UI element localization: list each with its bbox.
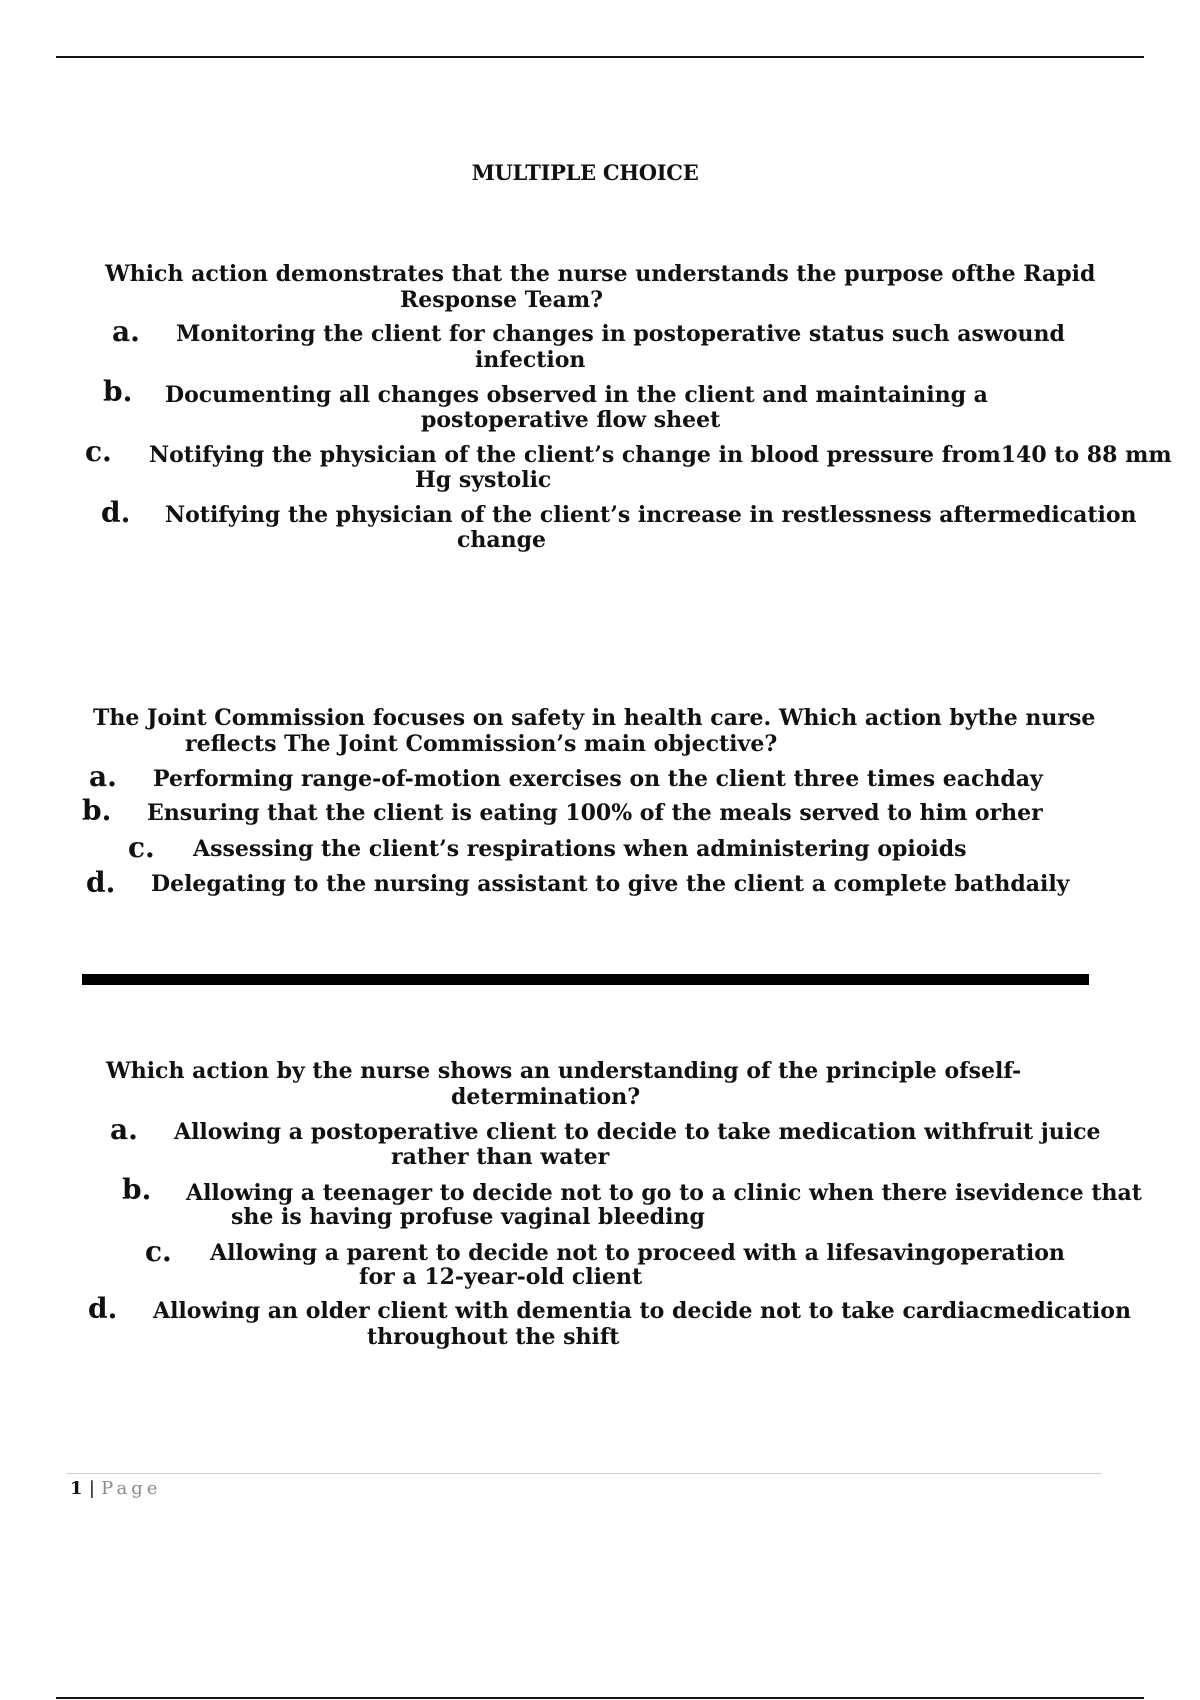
option-text: Performing range-of-motion exercises on the client three times eachday <box>153 766 1043 792</box>
option-text: Hg systolic <box>415 467 552 493</box>
option-text: change <box>457 527 547 553</box>
section-divider <box>82 974 1089 985</box>
option-letter: c. <box>145 1235 172 1268</box>
option-letter: a. <box>112 315 140 348</box>
footer-separator: | <box>88 1478 95 1499</box>
option-text: rather than water <box>391 1144 610 1170</box>
option-text: Allowing a parent to decide not to proceed with a lifesavingoperation <box>210 1240 1065 1266</box>
question-stem: Which action by the nurse shows an understanding of the principle ofself- <box>106 1058 1022 1084</box>
option-letter: a. <box>110 1113 138 1146</box>
question-stem: determination? <box>451 1084 641 1110</box>
option-letter: d. <box>88 1292 118 1325</box>
option-text: she is having profuse vaginal bleeding <box>231 1204 705 1230</box>
option-letter: b. <box>82 794 112 827</box>
option-text: Allowing a postoperative client to decide to take medication withfruit juice <box>174 1119 1101 1145</box>
option-text: Allowing an older client with dementia to decide not to take cardiacmedication <box>153 1298 1131 1324</box>
option-text: Delegating to the nursing assistant to give the client a complete bathdaily <box>151 871 1070 897</box>
question-stem: The Joint Commission focuses on safety in health care. Which action bythe nurse <box>93 705 1096 731</box>
page-title: MULTIPLE CHOICE <box>471 160 699 185</box>
option-text: throughout the shift <box>367 1324 620 1350</box>
option-letter: d. <box>86 866 116 899</box>
option-text: Allowing a teenager to decide not to go to a clinic when there isevidence that <box>186 1180 1142 1206</box>
option-text: Monitoring the client for changes in postoperative status such aswound <box>176 321 1065 347</box>
option-text: infection <box>475 347 586 373</box>
page-footer <box>70 1478 161 1499</box>
option-letter: b. <box>122 1173 152 1206</box>
page-number: 1 <box>70 1478 83 1499</box>
top-rule <box>56 56 1144 58</box>
question-stem: reflects The Joint Commission’s main objective? <box>185 731 778 757</box>
footer-rule <box>66 1473 1102 1474</box>
question-stem: Response Team? <box>400 287 604 313</box>
option-letter: c. <box>85 435 112 468</box>
option-text: postoperative flow sheet <box>421 407 721 433</box>
option-text: Documenting all changes observed in the client and maintaining a <box>165 382 988 408</box>
option-text: Assessing the client’s respirations when administering opioids <box>193 836 967 862</box>
option-letter: d. <box>101 496 131 529</box>
option-letter: a. <box>89 760 117 793</box>
option-text: Notifying the physician of the client’s change in blood pressure from140 to 88 mm <box>149 442 1172 468</box>
option-letter: b. <box>103 375 133 408</box>
option-text: Ensuring that the client is eating 100% of the meals served to him orher <box>147 800 1043 826</box>
bottom-rule <box>56 1697 1144 1699</box>
option-text: for a 12-year-old client <box>359 1264 643 1290</box>
option-letter: c. <box>128 831 155 864</box>
option-text: Notifying the physician of the client’s increase in restlessness aftermedication <box>165 502 1137 528</box>
question-stem: Which action demonstrates that the nurse understands the purpose ofthe Rapid <box>105 261 1096 287</box>
page-label: Page <box>101 1478 162 1499</box>
